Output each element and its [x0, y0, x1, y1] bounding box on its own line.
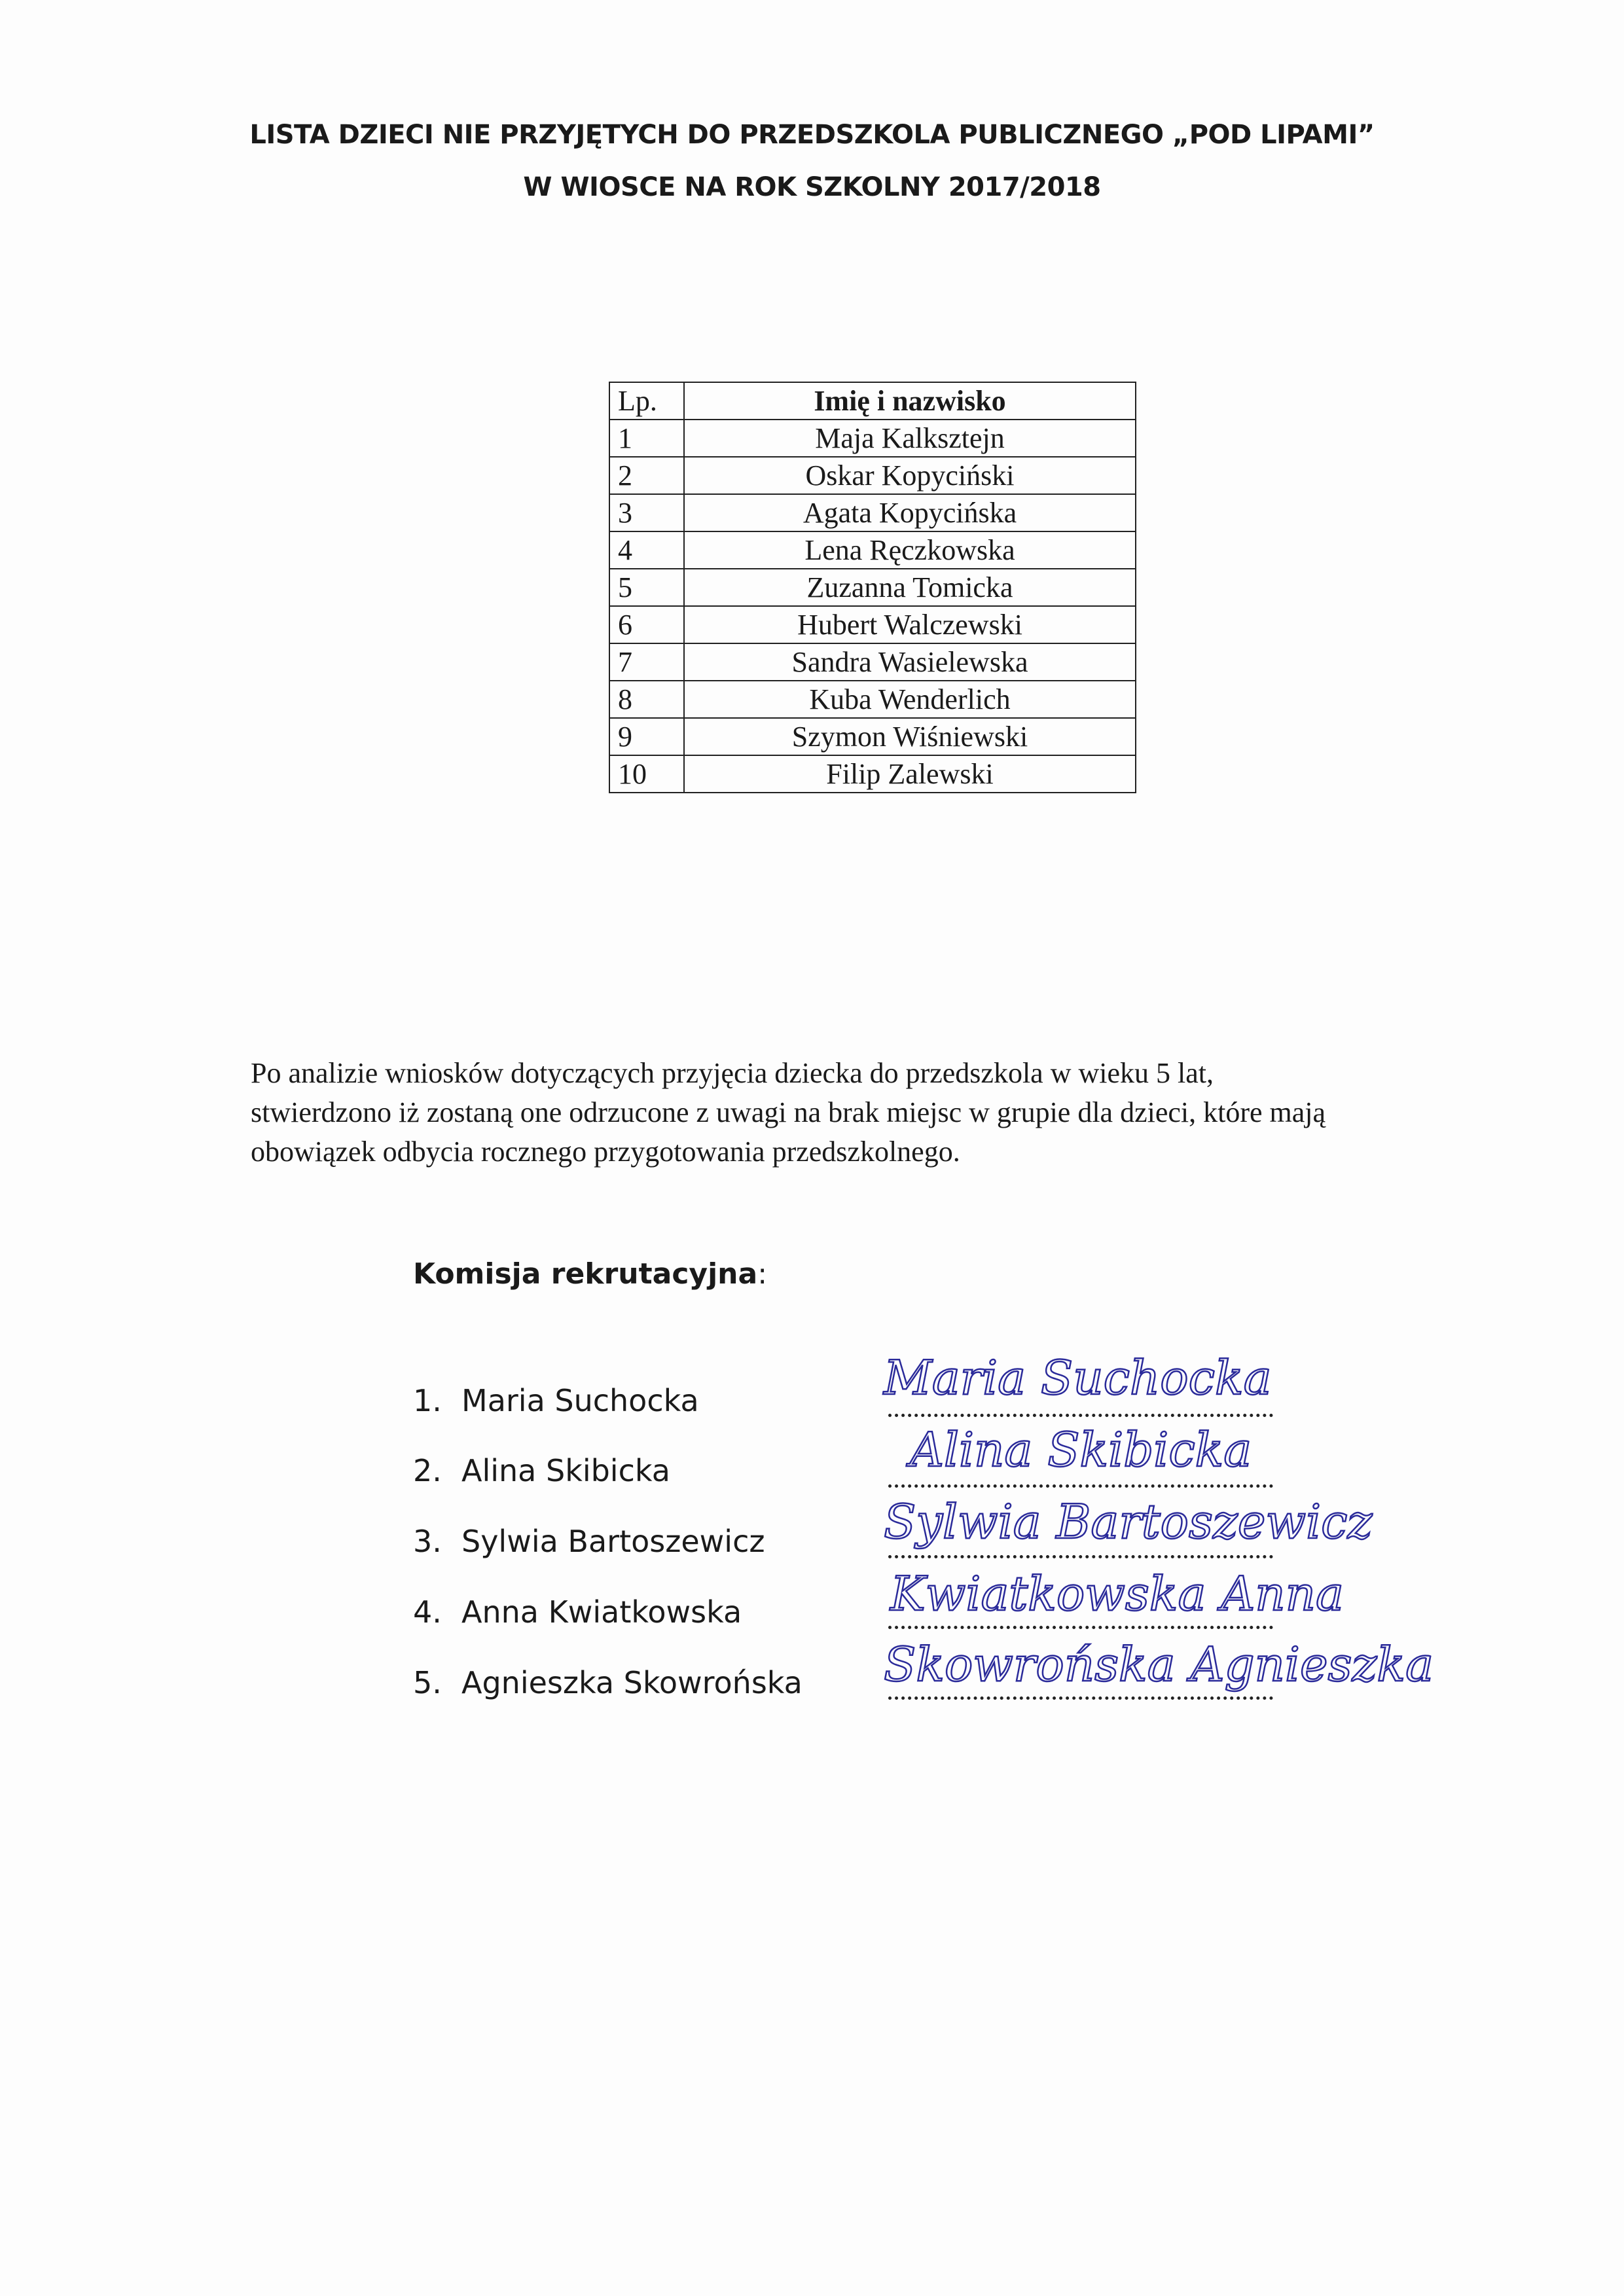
- signature-text: Skowrońska Agnieszka: [884, 1637, 1434, 1692]
- row-lp: 7: [609, 643, 684, 681]
- member-name: Alina Skibicka: [461, 1453, 670, 1488]
- paragraph-line: obowiązek odbycia rocznego przygotowania przedszkolnego.: [251, 1136, 960, 1168]
- header-name: Imię i nazwisko: [684, 382, 1136, 420]
- signature-text: Alina Skibicka: [910, 1422, 1252, 1477]
- member-signature: [871, 1484, 1394, 1556]
- row-lp: 5: [609, 569, 684, 606]
- member-number: 3.: [413, 1524, 442, 1559]
- row-lp: 4: [609, 531, 684, 569]
- committee-title-colon: :: [757, 1257, 768, 1291]
- row-name: Zuzanna Tomicka: [684, 569, 1136, 606]
- table-row: [609, 531, 1136, 569]
- table-row: [609, 606, 1136, 643]
- committee-member: [413, 1453, 670, 1488]
- member-signature: [871, 1556, 1394, 1628]
- table-header-row: [609, 382, 1136, 420]
- row-name: Filip Zalewski: [684, 755, 1136, 793]
- member-number: 4.: [413, 1594, 442, 1630]
- table-row: [609, 420, 1136, 457]
- member-signature: [871, 1627, 1434, 1699]
- table-row: [609, 681, 1136, 718]
- member-name: Agnieszka Skowrońska: [461, 1665, 803, 1700]
- row-name: Kuba Wenderlich: [684, 681, 1136, 718]
- signature-text: Kwiatkowska Anna: [890, 1566, 1344, 1621]
- table-row: [609, 755, 1136, 793]
- row-lp: 9: [609, 718, 684, 755]
- row-name: Szymon Wiśniewski: [684, 718, 1136, 755]
- committee-member: [413, 1665, 803, 1700]
- paragraph-line: stwierdzono iż zostaną one odrzucone z uwagi na brak miejsc w grupie dla dzieci, które mają: [251, 1096, 1326, 1128]
- table-row: [609, 494, 1136, 531]
- table-row: [609, 457, 1136, 494]
- table-row: [609, 718, 1136, 755]
- row-name: Maja Kalksztejn: [684, 420, 1136, 457]
- signature-text: Sylwia Bartoszewicz: [884, 1494, 1373, 1549]
- row-name: Hubert Walczewski: [684, 606, 1136, 643]
- document-title-line-1: LISTA DZIECI NIE PRZYJĘTYCH DO PRZEDSZKOLA PUBLICZNEGO „POD LIPAMI”: [249, 120, 1375, 150]
- table-row: [609, 643, 1136, 681]
- member-number: 1.: [413, 1383, 442, 1418]
- committee-member: [413, 1383, 699, 1418]
- committee-member: [413, 1594, 742, 1630]
- committee-member: [413, 1524, 765, 1559]
- row-name: Agata Kopycińska: [684, 494, 1136, 531]
- rejected-children-table: [609, 382, 1136, 793]
- row-lp: 2: [609, 457, 684, 494]
- member-number: 5.: [413, 1665, 442, 1700]
- row-lp: 3: [609, 494, 684, 531]
- member-name: Anna Kwiatkowska: [461, 1594, 742, 1630]
- document-title-line-2: W WIOSCE NA ROK SZKOLNY 2017/2018: [523, 172, 1101, 202]
- member-signature: [871, 1414, 1394, 1486]
- row-lp: 10: [609, 755, 684, 793]
- row-name: Oskar Kopyciński: [684, 457, 1136, 494]
- member-name: Maria Suchocka: [461, 1383, 699, 1418]
- header-lp: Lp.: [609, 382, 684, 420]
- row-lp: 6: [609, 606, 684, 643]
- signature-text: Maria Suchocka: [884, 1350, 1272, 1405]
- signature-line: [888, 1696, 1273, 1700]
- row-name: Sandra Wasielewska: [684, 643, 1136, 681]
- row-lp: 1: [609, 420, 684, 457]
- member-name: Sylwia Bartoszewicz: [461, 1524, 765, 1559]
- committee-title-text: Komisja rekrutacyjna: [413, 1257, 758, 1291]
- committee-title: [413, 1257, 767, 1291]
- table-row: [609, 569, 1136, 606]
- member-signature: [871, 1342, 1394, 1414]
- row-name: Lena Ręczkowska: [684, 531, 1136, 569]
- row-lp: 8: [609, 681, 684, 718]
- decision-paragraph: [251, 1054, 1547, 1172]
- member-number: 2.: [413, 1453, 442, 1488]
- paragraph-line: Po analizie wniosków dotyczących przyjęcia dziecka do przedszkola w wieku 5 lat,: [251, 1057, 1214, 1089]
